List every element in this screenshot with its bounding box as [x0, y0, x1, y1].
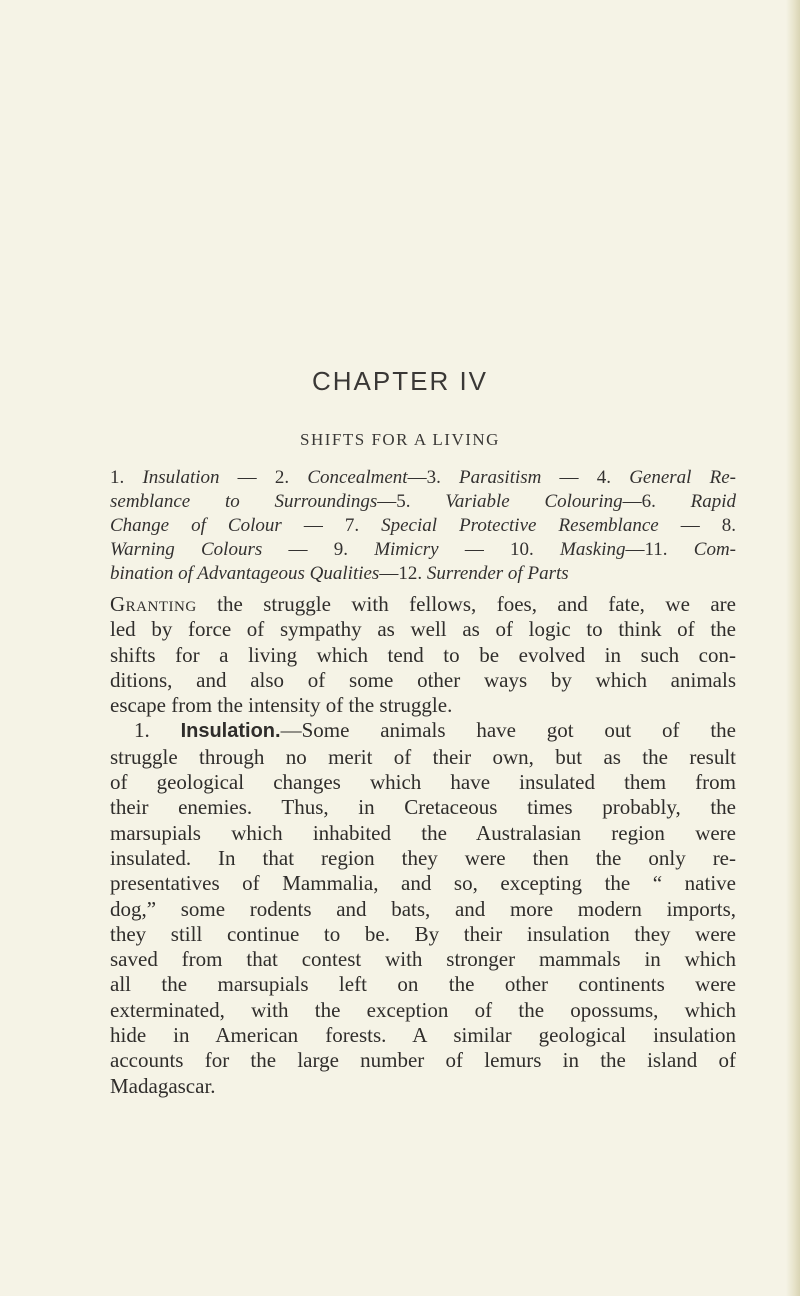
- summary-text: — 2.: [219, 467, 308, 488]
- summary-text: —6.: [622, 491, 691, 512]
- summary-text: —3.: [407, 467, 460, 488]
- paragraph-text: the struggle with fellows, foes, and fate, we are: [196, 592, 736, 616]
- summary-topic: Variable Colouring: [445, 491, 623, 512]
- paragraph-line: exterminated, with the exception of the opossums, which: [110, 997, 736, 1022]
- page-edge-shadow: [786, 0, 800, 1296]
- paragraph-line: hide in American forests. A similar geological insulation: [110, 1023, 736, 1048]
- summary-topic: Concealment: [307, 467, 408, 488]
- summary-topic: bination of Advantageous Qualities: [110, 563, 380, 584]
- paragraph-line: led by force of sympathy as well as of logic to think of the: [110, 617, 736, 642]
- paragraph-line: shifts for a living which tend to be evolved in such con-: [110, 642, 736, 667]
- chapter-body: [110, 592, 736, 1099]
- summary-text: —12.: [379, 563, 427, 584]
- summary-topic: Change of Colour: [110, 515, 282, 536]
- summary-line: [110, 514, 736, 538]
- paragraph-line: ditions, and also of some other ways by which animals: [110, 667, 736, 692]
- summary-text: — 7.: [281, 515, 382, 536]
- paragraph-line: their enemies. Thus, in Cretaceous times probably, the: [110, 795, 736, 820]
- summary-topic: Mimicry: [374, 539, 439, 560]
- summary-topic: Com-: [693, 539, 737, 560]
- summary-line: [110, 538, 736, 562]
- summary-topic: Surrender of Parts: [426, 563, 569, 584]
- summary-text: 1.: [110, 467, 143, 488]
- chapter-heading: CHAPTER IV: [311, 366, 489, 396]
- opening-word: Granting: [110, 592, 197, 616]
- summary-text: —11.: [625, 539, 694, 560]
- paragraph-line: all the marsupials left on the other continents were: [110, 972, 736, 997]
- summary-text: —5.: [377, 491, 446, 512]
- paragraph-line: of geological changes which have insulated them from: [110, 770, 736, 795]
- paragraph-line: [110, 592, 736, 617]
- paragraph-line: insulated. In that region they were then the only re-: [110, 845, 736, 870]
- summary-text: — 4.: [541, 467, 630, 488]
- section-heading: Insulation.: [180, 720, 281, 743]
- summary-topic: Rapid: [690, 491, 737, 512]
- paragraph-line: Madagascar.: [110, 1073, 216, 1098]
- paragraph-line: accounts for the large number of lemurs in the island of: [110, 1048, 736, 1073]
- paragraph-line: presentatives of Mammalia, and so, excepting the “ native: [110, 871, 736, 896]
- summary-text: — 10.: [438, 539, 561, 560]
- chapter-title: SHIFTS FOR A LIVING: [300, 430, 500, 449]
- paragraph-line: struggle through no merit of their own, but as the result: [110, 744, 736, 769]
- summary-topic: Parasitism: [459, 467, 542, 488]
- summary-topic: Special Protective Resemblance: [381, 515, 659, 536]
- summary-text: — 9.: [262, 539, 375, 560]
- summary-line: [110, 490, 736, 514]
- section-number: 1.: [134, 718, 181, 743]
- summary-line: [110, 562, 736, 586]
- summary-topic: General Re-: [629, 467, 736, 488]
- paragraph-line: marsupials which inhabited the Australasian region were: [110, 820, 736, 845]
- summary-topic: Insulation: [142, 467, 220, 488]
- paragraph-line: [110, 718, 736, 744]
- paragraph-text: —Some animals have got out of the: [280, 718, 736, 743]
- summary-topic: semblance to Surroundings: [110, 491, 378, 512]
- paragraph-line: dog,” some rodents and bats, and more modern imports,: [110, 896, 736, 921]
- summary-text: — 8.: [658, 515, 737, 536]
- chapter-summary: [110, 466, 736, 586]
- summary-topic: Masking: [560, 539, 626, 560]
- paragraph-line: they still continue to be. By their insulation they were: [110, 921, 736, 946]
- paragraph-line: saved from that contest with stronger mammals in which: [110, 947, 736, 972]
- summary-topic: Warning Colours: [110, 539, 263, 560]
- paragraph-line: escape from the intensity of the struggle.: [110, 693, 453, 718]
- summary-line: [110, 466, 736, 490]
